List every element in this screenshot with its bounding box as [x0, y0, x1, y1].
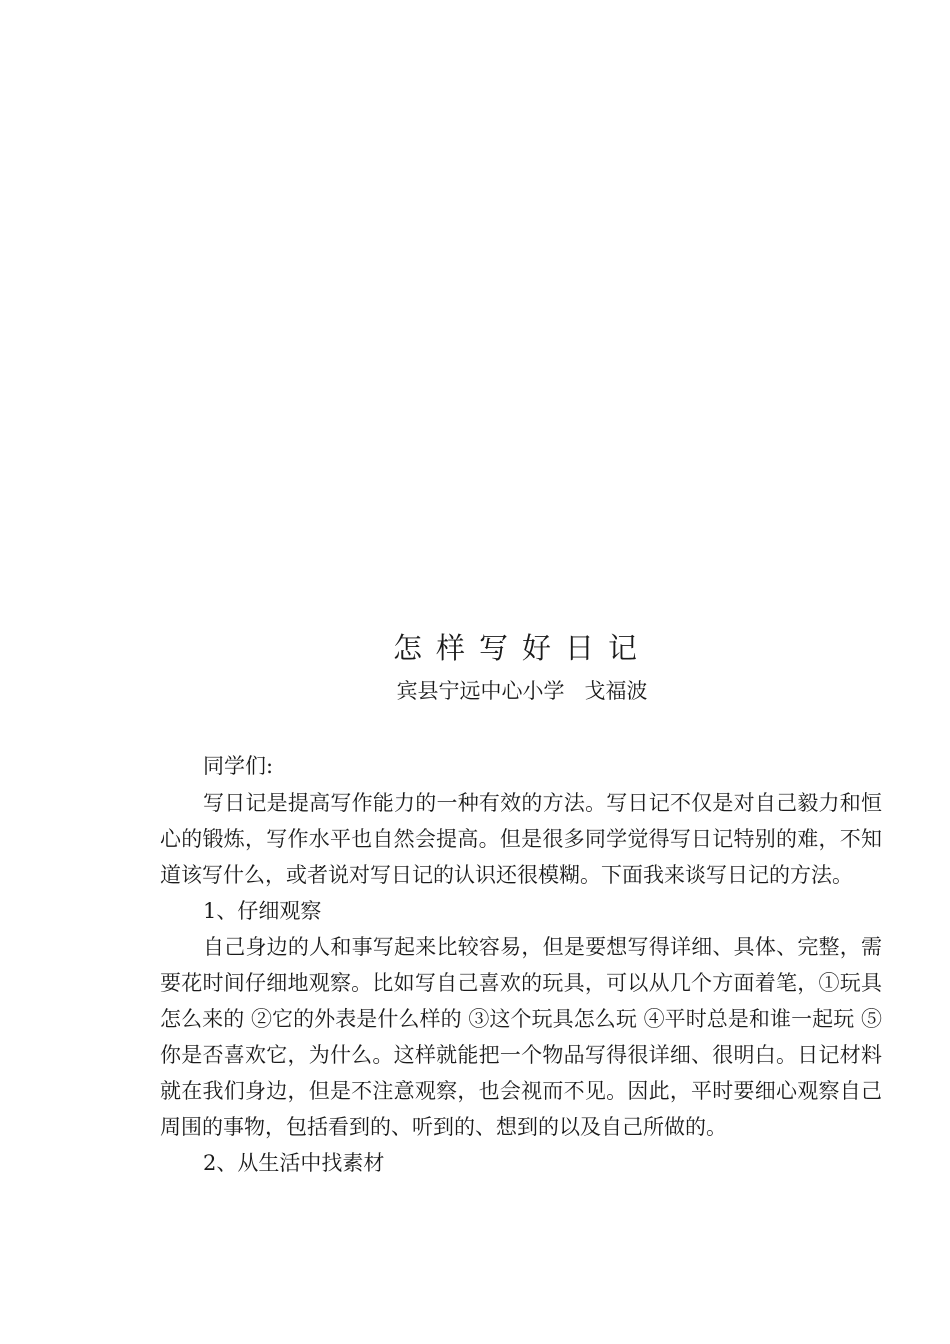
section-heading-material: 2、从生活中找素材 — [203, 1151, 385, 1175]
document-byline: 宾县宁远中心小学 戈福波 — [396, 679, 648, 703]
paragraph-observe: 自己身边的人和事写起来比较容易，但是要想写得详细、具体、完整，需要花时间仔细地观察。比如写自己喜欢的玩具，可以从几个方面着笔，①玩具怎么来的 ②它的外表是什么样的 ③这个玩具怎么玩 ④平时总是和谁一起玩 ⑤你是否喜欢它，为什么。这样就能把一个物品写得很详细、很明白。日记材料就在我们身边，但是不注意观察，也会视而不见。因此，平时要细心观察自己周围的事物，包括看到的、听到的、想到的以及自己所做的。 — [160, 935, 882, 1139]
greeting: 同学们: — [203, 754, 274, 778]
document-title: 怎样写好日记 — [392, 631, 651, 665]
paragraph-intro: 写日记是提高写作能力的一种有效的方法。写日记不仅是对自己毅力和恒心的锻炼，写作水平也自然会提高。但是很多同学觉得写日记特别的难，不知道该写什么，或者说对写日记的认识还很模糊。下面我来谈写日记的方法。 — [160, 791, 882, 887]
section-heading-observe: 1、仔细观察 — [203, 899, 322, 923]
document-body — [160, 748, 882, 1181]
